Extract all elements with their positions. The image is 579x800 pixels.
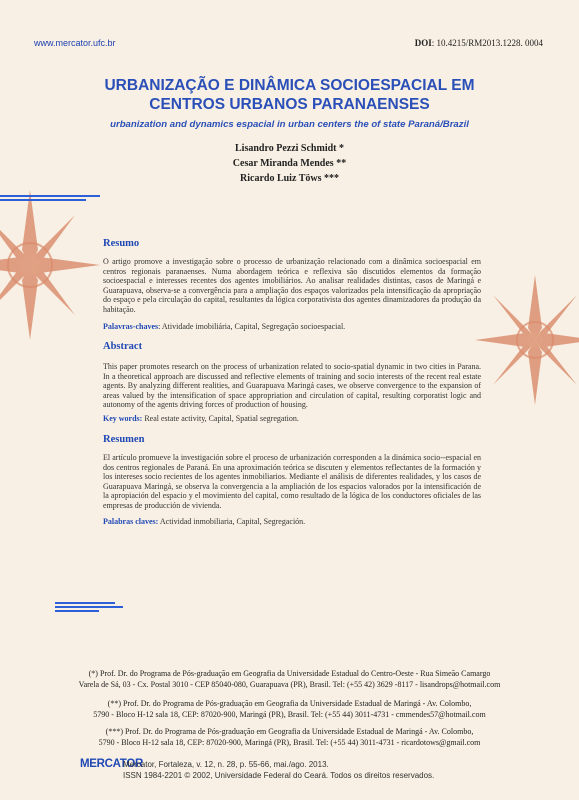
resumo-heading: Resumo [103, 238, 140, 249]
bottom-rule-3 [55, 610, 99, 612]
article-subtitle: urbanization and dynamics espacial in urban centers the of state Paraná/Brazil [110, 119, 469, 130]
bottom-rule-2 [55, 606, 123, 608]
journal-citation-line-1: Mercator, Fortaleza, v. 12, n. 28, p. 55-66, mai./ago. 2013. [123, 760, 329, 769]
top-rule-2 [0, 199, 86, 201]
footnote-1 [0, 668, 579, 690]
resumo-paragraph: O artigo promove a investigação sobre o processo de urbanização relacionado com a dinâmica socioespacial em centros regionais paranaenses. Numa abordagem teórica e reflexiva são discutidos elementos da formação socioespacial e interesses recentes dos agentes imobiliários. Ao analisar realidades distintas, casos de Maringá e Guarapuava, observa-se a convergência para a ampliação dos espaços valorizados pela intensificação da apropriação do espaço e pela circulação do capital, resultantes da lógica corporativista dos agentes dinamizadores da produção da habitação. [103, 257, 481, 314]
author-list [0, 141, 579, 186]
footnote-3-line-2: 5790 - Bloco H-12 sala 18, CEP: 87020-900, Maringá (PR), Brasil. Tel: (+55 44) 3011-4731 - ricardotows@gmail.com [98, 738, 481, 747]
abstract-keywords-label: Key words: [103, 414, 143, 423]
abstract-keywords [103, 414, 483, 423]
resumo-keywords [103, 322, 483, 331]
journal-url-link[interactable]: www.mercator.ufc.br [34, 38, 116, 48]
footnote-2-line-1: (**) Prof. Dr. do Programa de Pós-graduação em Geografia da Universidade Estadual de Maringá - Av. Colombo, [107, 699, 472, 708]
article-title [0, 76, 579, 114]
journal-citation-line-2: ISSN 1984-2201 © 2002, Universidade Federal do Ceará. Todos os direitos reservados. [123, 771, 435, 780]
resumen-heading: Resumen [103, 434, 145, 445]
footnote-3 [0, 726, 579, 748]
resumen-keywords-label: Palabras claves: [103, 517, 159, 526]
doi-value: : 10.4215/RM2013.1228. 0004 [431, 38, 543, 48]
sun-motif-left-icon [0, 180, 100, 350]
bottom-rule [55, 602, 115, 604]
footnote-2 [0, 698, 579, 720]
abstract-heading: Abstract [103, 341, 143, 352]
mercator-logo: MERCATOR [80, 758, 143, 770]
footnote-2-line-2: 5790 - Bloco H-12 sala 18, CEP: 87020-900, Maringá (PR), Brasil. Tel: (+55 44) 3011-4731 - cmmendes57@hotmail.com [93, 710, 486, 719]
resumo-keywords-text: : Atividade imobiliária, Capital, Segregação socioespacial. [158, 322, 346, 331]
footnote-1-line-1: (*) Prof. Dr. do Programa de Pós-graduação em Geografia da Universidade Estadual do Centro-Oeste - Rua Simeão Camargo [88, 669, 491, 678]
journal-citation [123, 759, 434, 781]
doi-text [415, 38, 543, 48]
title-line-1: URBANIZAÇÃO E DINÂMICA SOCIOESPACIAL EM [104, 77, 475, 94]
doi-label: DOI [414, 38, 432, 48]
abstract-paragraph: This paper promotes research on the process of urbanization related to socio-spatial dynamic in two cities in Parana. In a theoretical approach are discussed and reflective elements of training and socio interests of the recent real estate agents. By analyzing different realities, and Guarapuava Maringá cases, we observe convergence to the expansion of areas valued by the intensification of space appropriation and circulation of capital, resulting corporatist logic and autonomy of the agents driving forces of production of housing. [103, 362, 481, 410]
author-3: Ricardo Luiz Töws *** [240, 173, 339, 184]
title-line-2: CENTROS URBANOS PARANAENSES [149, 96, 430, 113]
resumo-keywords-label: Palavras-chaves [103, 322, 159, 331]
footnote-3-line-1: (***) Prof. Dr. do Programa de Pós-graduação em Geografia da Universidade Estadual de Maringá - Av. Colombo, [105, 727, 474, 736]
resumen-keywords [103, 517, 483, 526]
sun-motif-right-icon [475, 270, 579, 410]
footnote-1-line-2: Varela de Sá, 03 - Cx. Postal 3010 - CEP 85040-080, Guarapuava (PR), Brasil. Tel: (+55 42) 3629 -8117 - lisandrops@hotmail.com [78, 680, 501, 689]
resumen-keywords-text: Actividad inmobiliaria, Capital, Segregación. [158, 517, 306, 526]
abstract-keywords-text: Real estate activity, Capital, Spatial segregation. [142, 414, 299, 423]
author-2: Cesar Miranda Mendes ** [232, 158, 347, 169]
top-rule [0, 195, 100, 197]
author-1: Lisandro Pezzi Schmidt * [235, 143, 344, 154]
resumen-paragraph: El artículo promueve la investigación sobre el proceso de urbanización corresponden a la dinámica socio--espacial en dos centros regionales de Paraná. En una aproximación teórica se discuten y elementos reflectantes de la formación y los intereses socio recientes de los agentes inmobiliarios. Mediante el análisis de diferentes realidades, y los casos de Guarapuava Maringá, se observa la convergencia a la ampliación de los espacios valorados por la intensificación de la apropiación del espacio y el movimiento del capital, como resultado de la lógica de los conductores oficiales de las empresas de producción de vivienda. [103, 453, 481, 510]
